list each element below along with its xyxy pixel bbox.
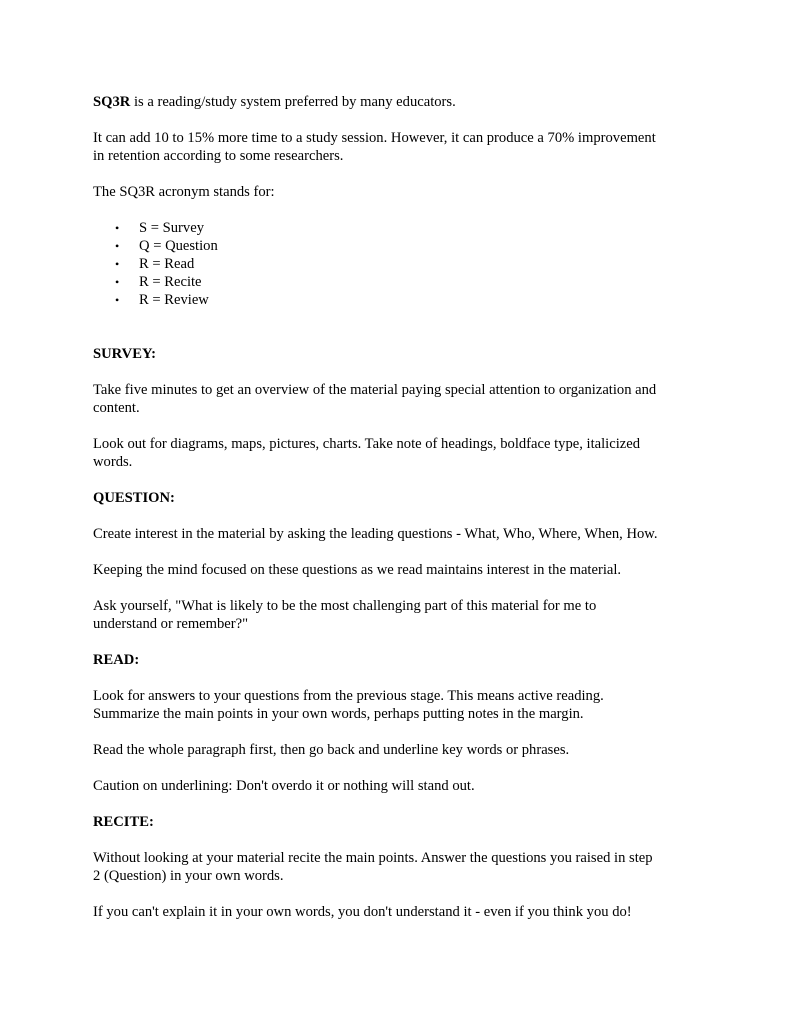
recite-paragraph-2: If you can't explain it in your own words, you don't understand it - even if you think you do!: [93, 904, 632, 920]
survey-p2-line-1: Look out for diagrams, maps, pictures, charts. Take note of headings, boldface type, italicized: [93, 436, 641, 452]
time-line-1: It can add 10 to 15% more time to a study session. However, it can produce a 70% improvement: [93, 130, 656, 146]
read-paragraph-1: [93, 687, 703, 723]
survey-heading: SURVEY:: [93, 346, 157, 362]
list-item-text: R = Read: [139, 256, 195, 272]
read-p1-line-1: Look for answers to your questions from the previous stage. This means active reading.: [93, 688, 604, 704]
question-p3-line-2: understand or remember?": [93, 616, 249, 632]
acronym-list: [93, 219, 703, 309]
question-p3-line-1: Ask yourself, "What is likely to be the most challenging part of this material for me to: [93, 598, 597, 614]
read-paragraph-3: Caution on underlining: Don't overdo it or nothing will stand out.: [93, 778, 475, 794]
survey-p1-line-2: content.: [93, 400, 140, 416]
intro-text: is a reading/study system preferred by many educators.: [130, 94, 456, 110]
bullet-icon: •: [115, 257, 120, 271]
recite-p1-line-2: 2 (Question) in your own words.: [93, 868, 284, 884]
time-paragraph: [93, 129, 703, 165]
recite-paragraph-1: [93, 849, 703, 885]
question-paragraph-2: Keeping the mind focused on these questions as we read maintains interest in the material.: [93, 562, 622, 578]
read-heading: READ:: [93, 652, 140, 668]
question-paragraph-3: [93, 597, 703, 633]
survey-paragraph-2: [93, 435, 703, 471]
list-item: [93, 291, 703, 309]
recite-p1-line-1: Without looking at your material recite the main points. Answer the questions you raised in step: [93, 850, 653, 866]
bullet-icon: •: [115, 239, 120, 253]
time-line-2: in retention according to some researchers.: [93, 148, 344, 164]
acronym-intro: The SQ3R acronym stands for:: [93, 184, 275, 200]
read-p1-line-2: Summarize the main points in your own words, perhaps putting notes in the margin.: [93, 706, 584, 722]
question-paragraph-1: Create interest in the material by asking the leading questions - What, Who, Where, When, How.: [93, 526, 658, 542]
bullet-icon: •: [115, 275, 120, 289]
survey-p2-line-2: words.: [93, 454, 133, 470]
read-paragraph-2: Read the whole paragraph first, then go back and underline key words or phrases.: [93, 742, 570, 758]
intro-paragraph: [93, 93, 703, 111]
survey-paragraph-1: [93, 381, 703, 417]
list-item-text: R = Recite: [139, 274, 202, 290]
list-item-text: Q = Question: [139, 238, 218, 254]
list-item: [93, 273, 703, 291]
list-item: [93, 219, 703, 237]
sq3r-term: SQ3R: [93, 94, 131, 110]
bullet-icon: •: [115, 293, 120, 307]
document-body: [93, 93, 703, 939]
list-item: [93, 255, 703, 273]
survey-p1-line-1: Take five minutes to get an overview of the material paying special attention to organization and: [93, 382, 657, 398]
list-item-text: S = Survey: [139, 220, 204, 236]
list-item: [93, 237, 703, 255]
recite-heading: RECITE:: [93, 814, 154, 830]
question-heading: QUESTION:: [93, 490, 175, 506]
list-item-text: R = Review: [139, 292, 209, 308]
bullet-icon: •: [115, 221, 120, 235]
